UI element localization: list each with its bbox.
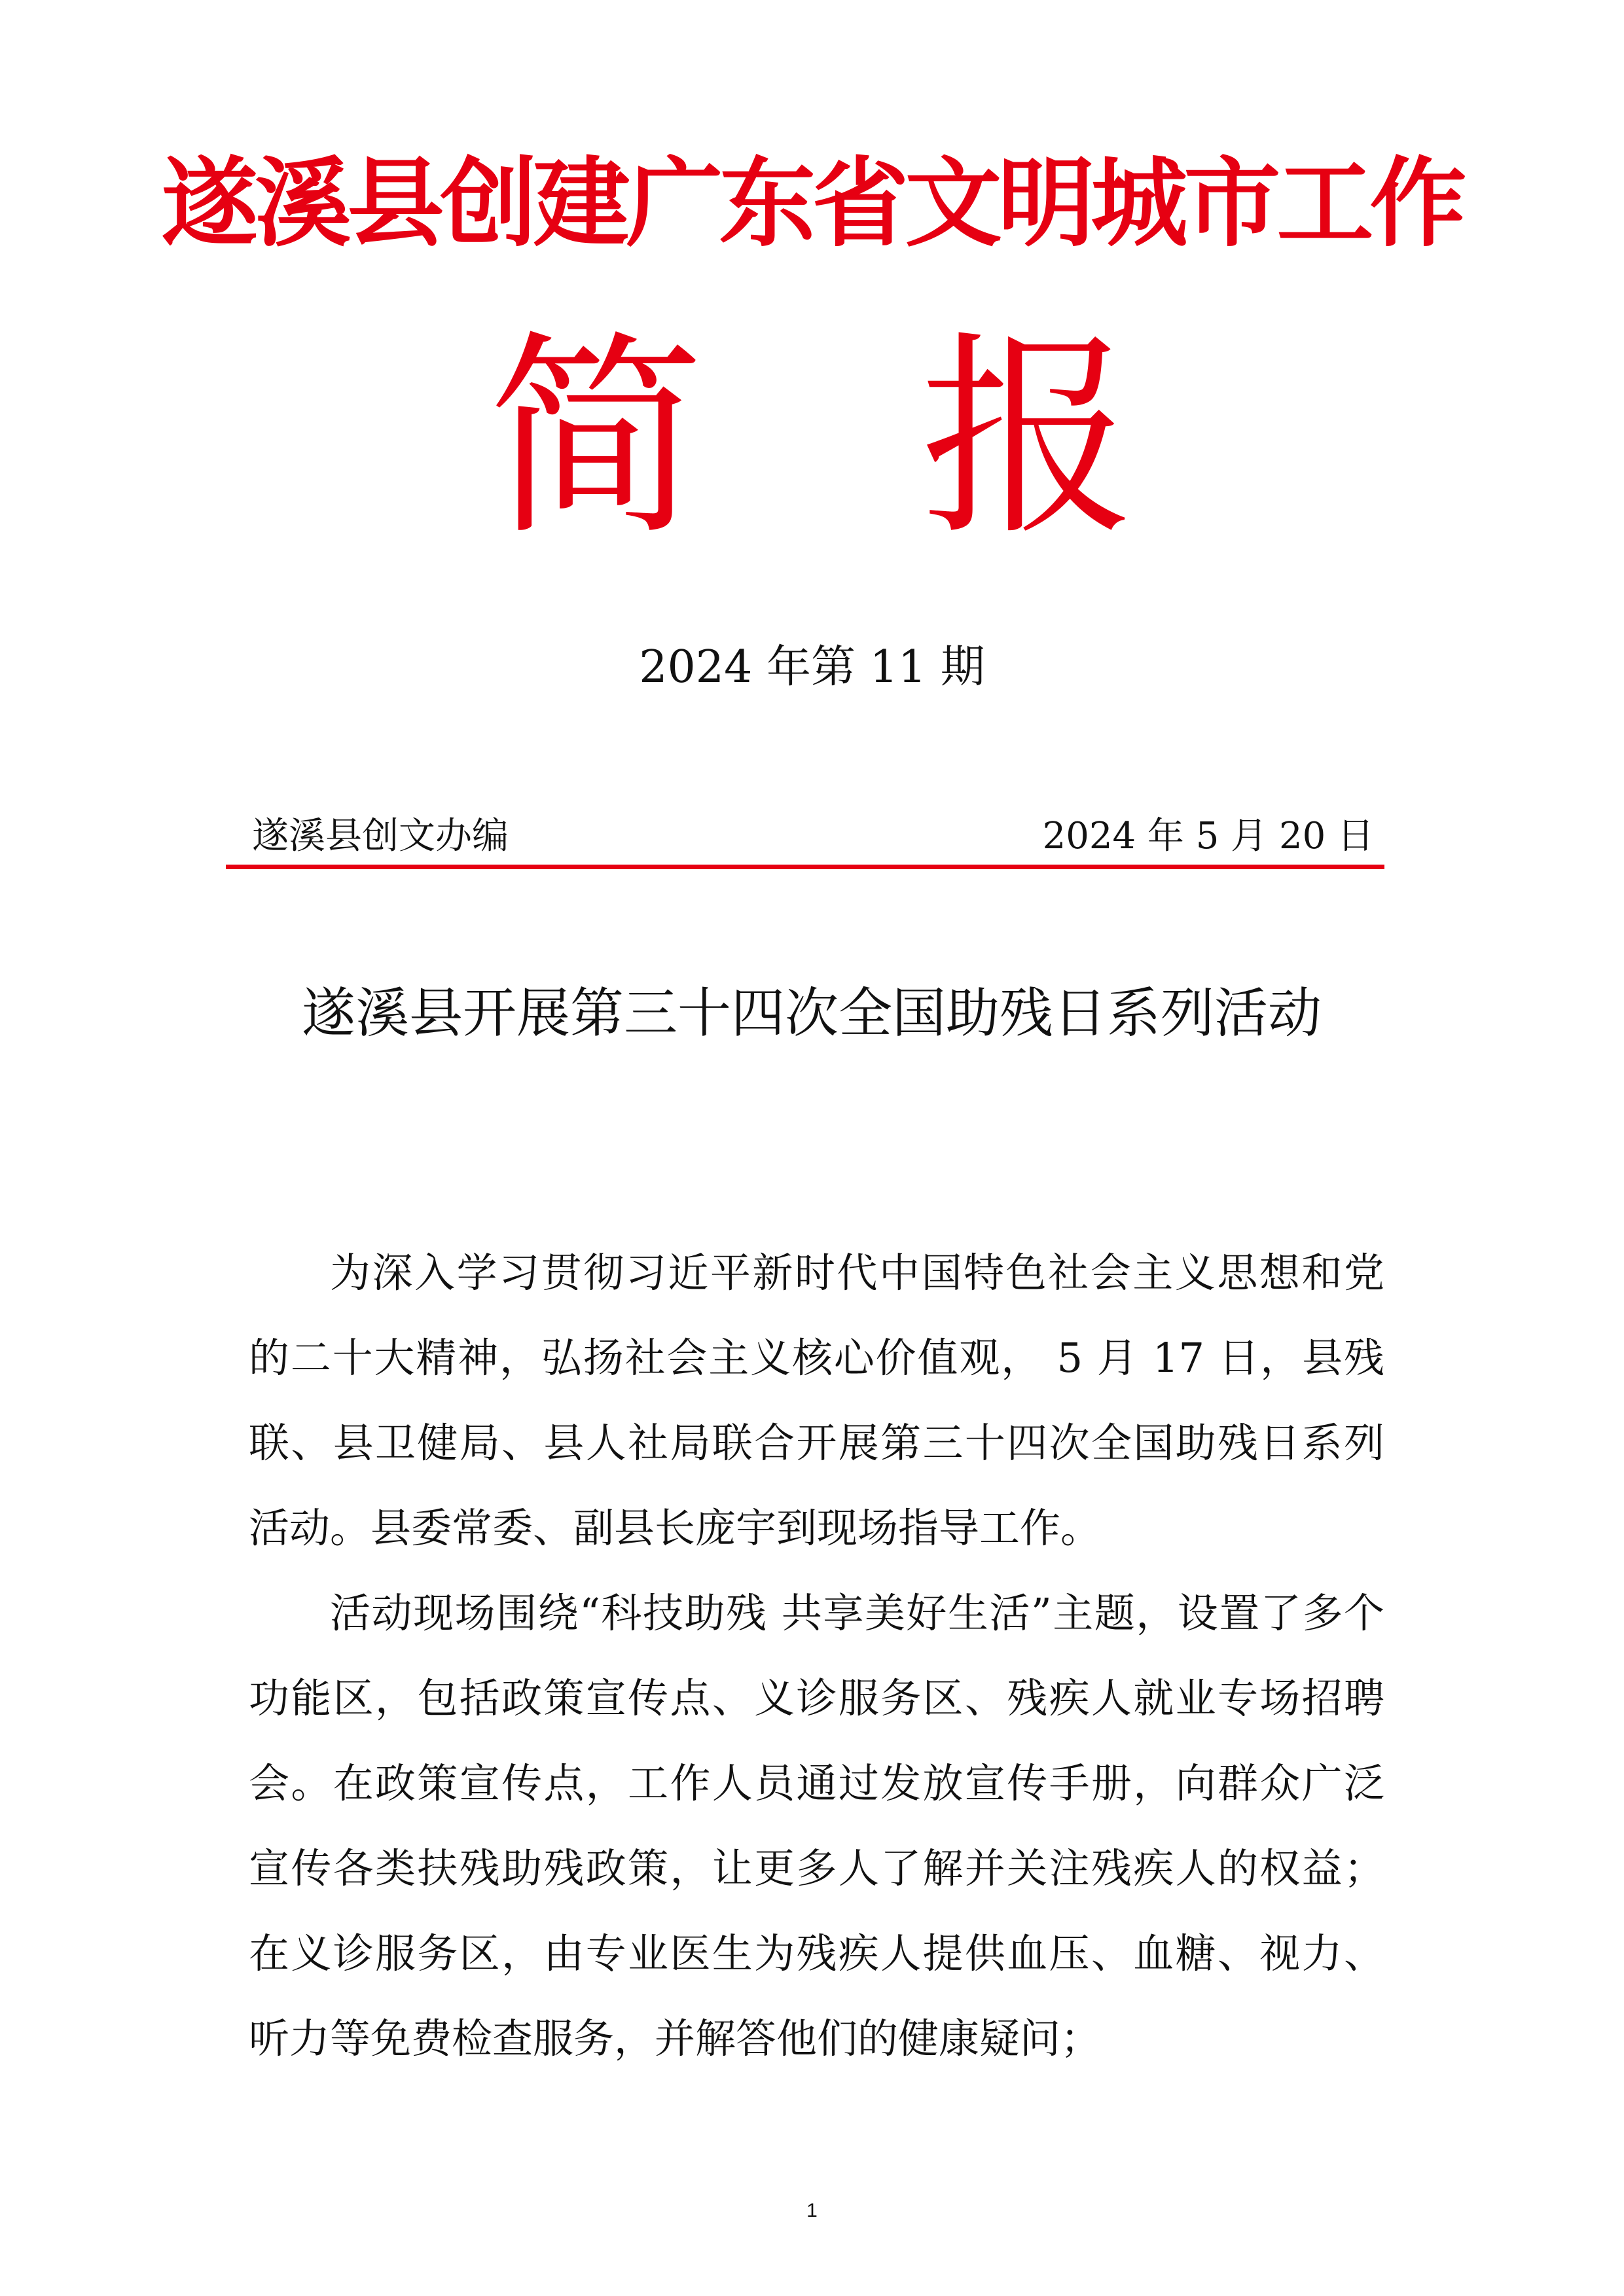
paragraph: 为深入学习贯彻习近平新时代中国特色社会主义思想和党的二十大精神，弘扬社会主义核心价值观， 5 月 17 日，县残联、县卫健局、县人社局联合开展第三十四次全国助残日系列活动。县委常委、副县长庞宇到现场指导工作。 bbox=[249, 1249, 1384, 1552]
paragraph: 活动现场围绕“科技助残 共享美好生活”主题，设置了多个功能区，包括政策宣传点、义诊服务区、残疾人就业专场招聘会。在政策宣传点，工作人员通过发放宣传手册，向群众广泛宣传各类扶残助残政策，让更多人了解并关注残疾人的权益；在义诊服务区，由专业医生为残疾人提供血压、血糖、视力、听力等免费检查服务，并解答他们的健康疑问； bbox=[249, 1589, 1384, 2062]
publish-date: 2024 年 5 月 20 日 bbox=[1042, 815, 1374, 857]
red-divider bbox=[226, 865, 1384, 869]
article-body bbox=[249, 1230, 1384, 2081]
article-title: 遂溪县开展第三十四次全国助残日系列活动 bbox=[301, 982, 1322, 1045]
page-number: 1 bbox=[806, 2200, 818, 2221]
masthead-title-char-1: 简 bbox=[488, 313, 704, 564]
masthead-organization: 遂溪县创建广东省文明城市工作 bbox=[161, 146, 1463, 260]
masthead-title-char-2: 报 bbox=[920, 313, 1136, 564]
issue-number: 2024 年第 11 期 bbox=[639, 641, 985, 693]
masthead-title bbox=[0, 308, 1624, 569]
publisher: 遂溪县创文办编 bbox=[252, 815, 509, 857]
